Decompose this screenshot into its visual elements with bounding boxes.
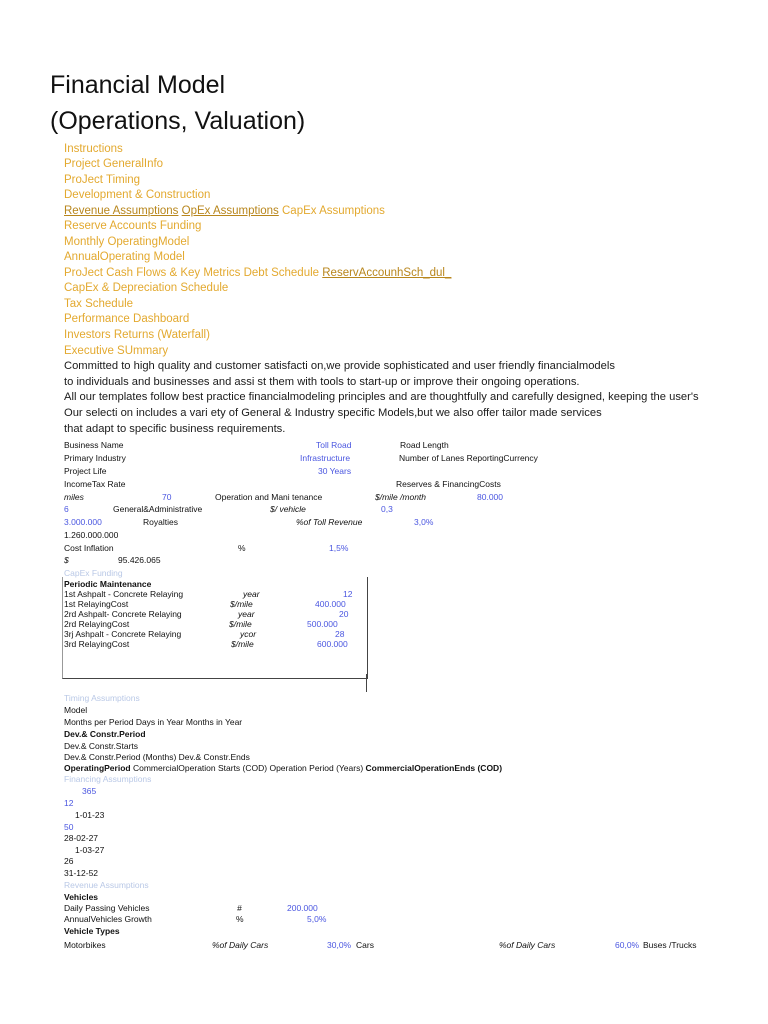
primary-industry-value[interactable]: Infrastructure	[300, 453, 351, 463]
vehicle-types-label: Vehicle Types	[64, 926, 120, 936]
capex-row-label: 3rj Ashpalt - Concrete Relaying	[64, 629, 182, 639]
capex-row-value[interactable]: 500.000	[307, 619, 338, 629]
capex-row-label: 1st RelayingCost	[64, 599, 129, 609]
months-value[interactable]: 12	[64, 798, 74, 808]
capex-row-value[interactable]: 28	[335, 629, 345, 639]
ga-value[interactable]: 0,3	[381, 504, 393, 514]
menu-reserve-accounts[interactable]: Reserve Accounts Funding	[64, 220, 202, 232]
om-unit: $/mile /month	[375, 492, 427, 502]
menu-capex-depreciation[interactable]: CapEx & Depreciation Schedule	[64, 282, 229, 294]
intro-line-2: to individuals and businesses and assi st them with tools to start-up or improve their ongoing operations.	[64, 376, 580, 388]
menu-executive-summary[interactable]: Executive SUmmary	[64, 345, 169, 357]
months-days-label: Months per Period Days in Year Months in Year	[64, 717, 243, 727]
cars-value[interactable]: 60,0%	[615, 940, 640, 950]
cost-inflation-unit: %	[238, 543, 246, 553]
business-name-label: Business Name	[64, 440, 124, 450]
capex-row-unit: year	[238, 609, 255, 619]
lanes-currency-label: Number of Lanes ReportingCurrency	[399, 453, 538, 463]
vehicle-growth-label: AnnualVehicles Growth	[64, 914, 152, 924]
project-life-value[interactable]: 30 Years	[318, 466, 352, 476]
menu-annual-operating[interactable]: AnnualOperating Model	[64, 251, 185, 263]
intro-line-3: All our templates follow best practice financialmodeling principles and are thoughtfully and carefully designed, keeping the user's	[64, 391, 699, 403]
dev-starts-label: Dev.& Constr.Starts	[64, 741, 139, 751]
dev-period-label: Dev.& Constr.Period	[64, 729, 146, 739]
motorbikes-label: Motorbikes	[64, 940, 106, 950]
menu-opex-assumptions[interactable]: OpEx Assumptions	[181, 205, 279, 217]
timing-heading: Timing Assumptions	[64, 693, 140, 703]
menu-dev-construction[interactable]: Development & Construction	[64, 189, 211, 201]
capex-row-unit: $/mile	[229, 619, 252, 629]
menu-investors-returns[interactable]: Investors Returns (Waterfall)	[64, 329, 210, 341]
page-title: Financial Model	[50, 71, 226, 99]
menu-general-info[interactable]: Project GeneralInfo	[64, 158, 164, 170]
cars-unit: %of Daily Cars	[499, 940, 556, 950]
date-start: 1-01-23	[75, 810, 105, 820]
box-corner-tick	[366, 674, 367, 692]
cod-end-date: 31-12-52	[64, 868, 99, 878]
daily-vehicles-label: Daily Passing Vehicles	[64, 903, 150, 913]
revenue-heading: Revenue Assumptions	[64, 880, 149, 890]
menu-revenue-assumptions[interactable]: Revenue Assumptions	[64, 205, 179, 217]
capex-row-unit: ycor	[240, 629, 257, 639]
page-subtitle: (Operations, Valuation)	[50, 107, 306, 135]
royalties-value[interactable]: 3,0%	[414, 517, 434, 527]
capex-row-unit: year	[243, 589, 260, 599]
ga-unit: $/ vehicle	[270, 504, 306, 514]
road-length-label: Road Length	[400, 440, 449, 450]
capex-row-label: 1st Ashpalt - Concrete Relaying	[64, 589, 184, 599]
motorbikes-value[interactable]: 30,0%	[327, 940, 352, 950]
intro-line-1: Committed to high quality and customer satisfacti on,we provide sophisticated and user friendly financialmodels	[64, 360, 615, 372]
amount-2: 95.426.065	[118, 555, 161, 565]
buses-trucks-label: Buses /Trucks	[643, 940, 697, 950]
menu-timing[interactable]: ProJect Timing	[64, 174, 141, 186]
dollar-sign: $	[64, 555, 69, 565]
menu-debt-schedule[interactable]: Debt Schedule	[243, 267, 320, 279]
days-value[interactable]: 365	[82, 786, 97, 796]
cost-inflation-label: Cost Inflation	[64, 543, 114, 553]
cars-label: Cars	[356, 940, 374, 950]
project-life-label: Project Life	[64, 466, 107, 476]
capex-heading: CapEx Funding	[64, 568, 123, 578]
capex-row-label: 2rd RelayingCost	[64, 619, 130, 629]
menu-row-cashflows	[64, 267, 451, 279]
model-label: Model	[64, 705, 88, 715]
capex-row-value[interactable]: 12	[343, 589, 353, 599]
miles-label: miles	[64, 492, 84, 502]
periodic-maintenance-label: Periodic Maintenance	[64, 579, 152, 589]
menu-performance-dashboard[interactable]: Performance Dashboard	[64, 313, 190, 325]
menu-row-assumptions	[64, 205, 385, 217]
vehicle-growth-value[interactable]: 5,0%	[307, 914, 327, 924]
cod-label: CommercialOperation Starts (COD) Operation Period (Years)	[130, 763, 366, 773]
capex-row-unit: $/mile	[230, 599, 253, 609]
operating-period-line	[64, 763, 502, 773]
cod-ends-label: CommercialOperationEnds (COD)	[365, 763, 503, 773]
cod-date: 1-03-27	[75, 845, 105, 855]
business-name-value[interactable]: Toll Road	[316, 440, 352, 450]
cost-inflation-value[interactable]: 1,5%	[329, 543, 349, 553]
daily-vehicles-unit: #	[237, 903, 242, 913]
dev-months-value[interactable]: 50	[64, 822, 74, 832]
operation-years-value: 26	[64, 856, 74, 866]
reserves-label: Reserves & FinancingCosts	[396, 479, 501, 489]
menu-instructions[interactable]: Instructions	[64, 143, 123, 155]
intro-line-5: that adapt to specific business requirements.	[64, 423, 286, 435]
menu-capex-assumptions[interactable]: CapEx Assumptions	[282, 205, 385, 217]
miles-value[interactable]: 70	[162, 492, 172, 502]
capex-row-unit: $/mile	[231, 639, 254, 649]
primary-industry-label: Primary Industry	[64, 453, 126, 463]
menu-cash-flows[interactable]: ProJect Cash Flows & Key Metrics	[64, 267, 241, 279]
financing-heading: Financing Assumptions	[64, 774, 152, 784]
lanes-value[interactable]: 6	[64, 504, 69, 514]
om-label: Operation and Mani tenance	[215, 492, 323, 502]
dev-end-date: 28-02-27	[64, 833, 99, 843]
vehicle-growth-unit: %	[236, 914, 244, 924]
capex-row-value[interactable]: 20	[339, 609, 349, 619]
capex-row-label: 3rd RelayingCost	[64, 639, 130, 649]
operating-period-label: OperatingPeriod	[64, 763, 131, 773]
dev-months-label: Dev.& Constr.Period (Months) Dev.& Constr.Ends	[64, 752, 250, 762]
currency-value[interactable]: 3.000.000	[64, 517, 102, 527]
intro-line-4: Our selecti on includes a vari ety of General & Industry specific Models,but we also offer tailor made services	[64, 407, 602, 419]
menu-reserve-schedule[interactable]: ReservAccounhSch_dul_	[322, 267, 452, 279]
capex-row-label: 2rd Ashpalt- Concrete Relaying	[64, 609, 182, 619]
daily-vehicles-value[interactable]: 200.000	[287, 903, 318, 913]
menu-tax-schedule[interactable]: Tax Schedule	[64, 298, 134, 310]
vehicles-label: Vehicles	[64, 892, 99, 902]
capex-row-value[interactable]: 400.000	[315, 599, 346, 609]
om-value[interactable]: 80.000	[477, 492, 503, 502]
ga-label: General&Administrative	[113, 504, 203, 514]
menu-monthly-operating[interactable]: Monthly OperatingModel	[64, 236, 190, 248]
royalties-unit: %of Toll Revenue	[296, 517, 363, 527]
amount-1: 1.260.000.000	[64, 530, 119, 540]
royalties-label: Royalties	[143, 517, 178, 527]
motorbikes-unit: %of Daily Cars	[212, 940, 269, 950]
capex-row-value[interactable]: 600.000	[317, 639, 348, 649]
income-tax-label: IncomeTax Rate	[64, 479, 126, 489]
